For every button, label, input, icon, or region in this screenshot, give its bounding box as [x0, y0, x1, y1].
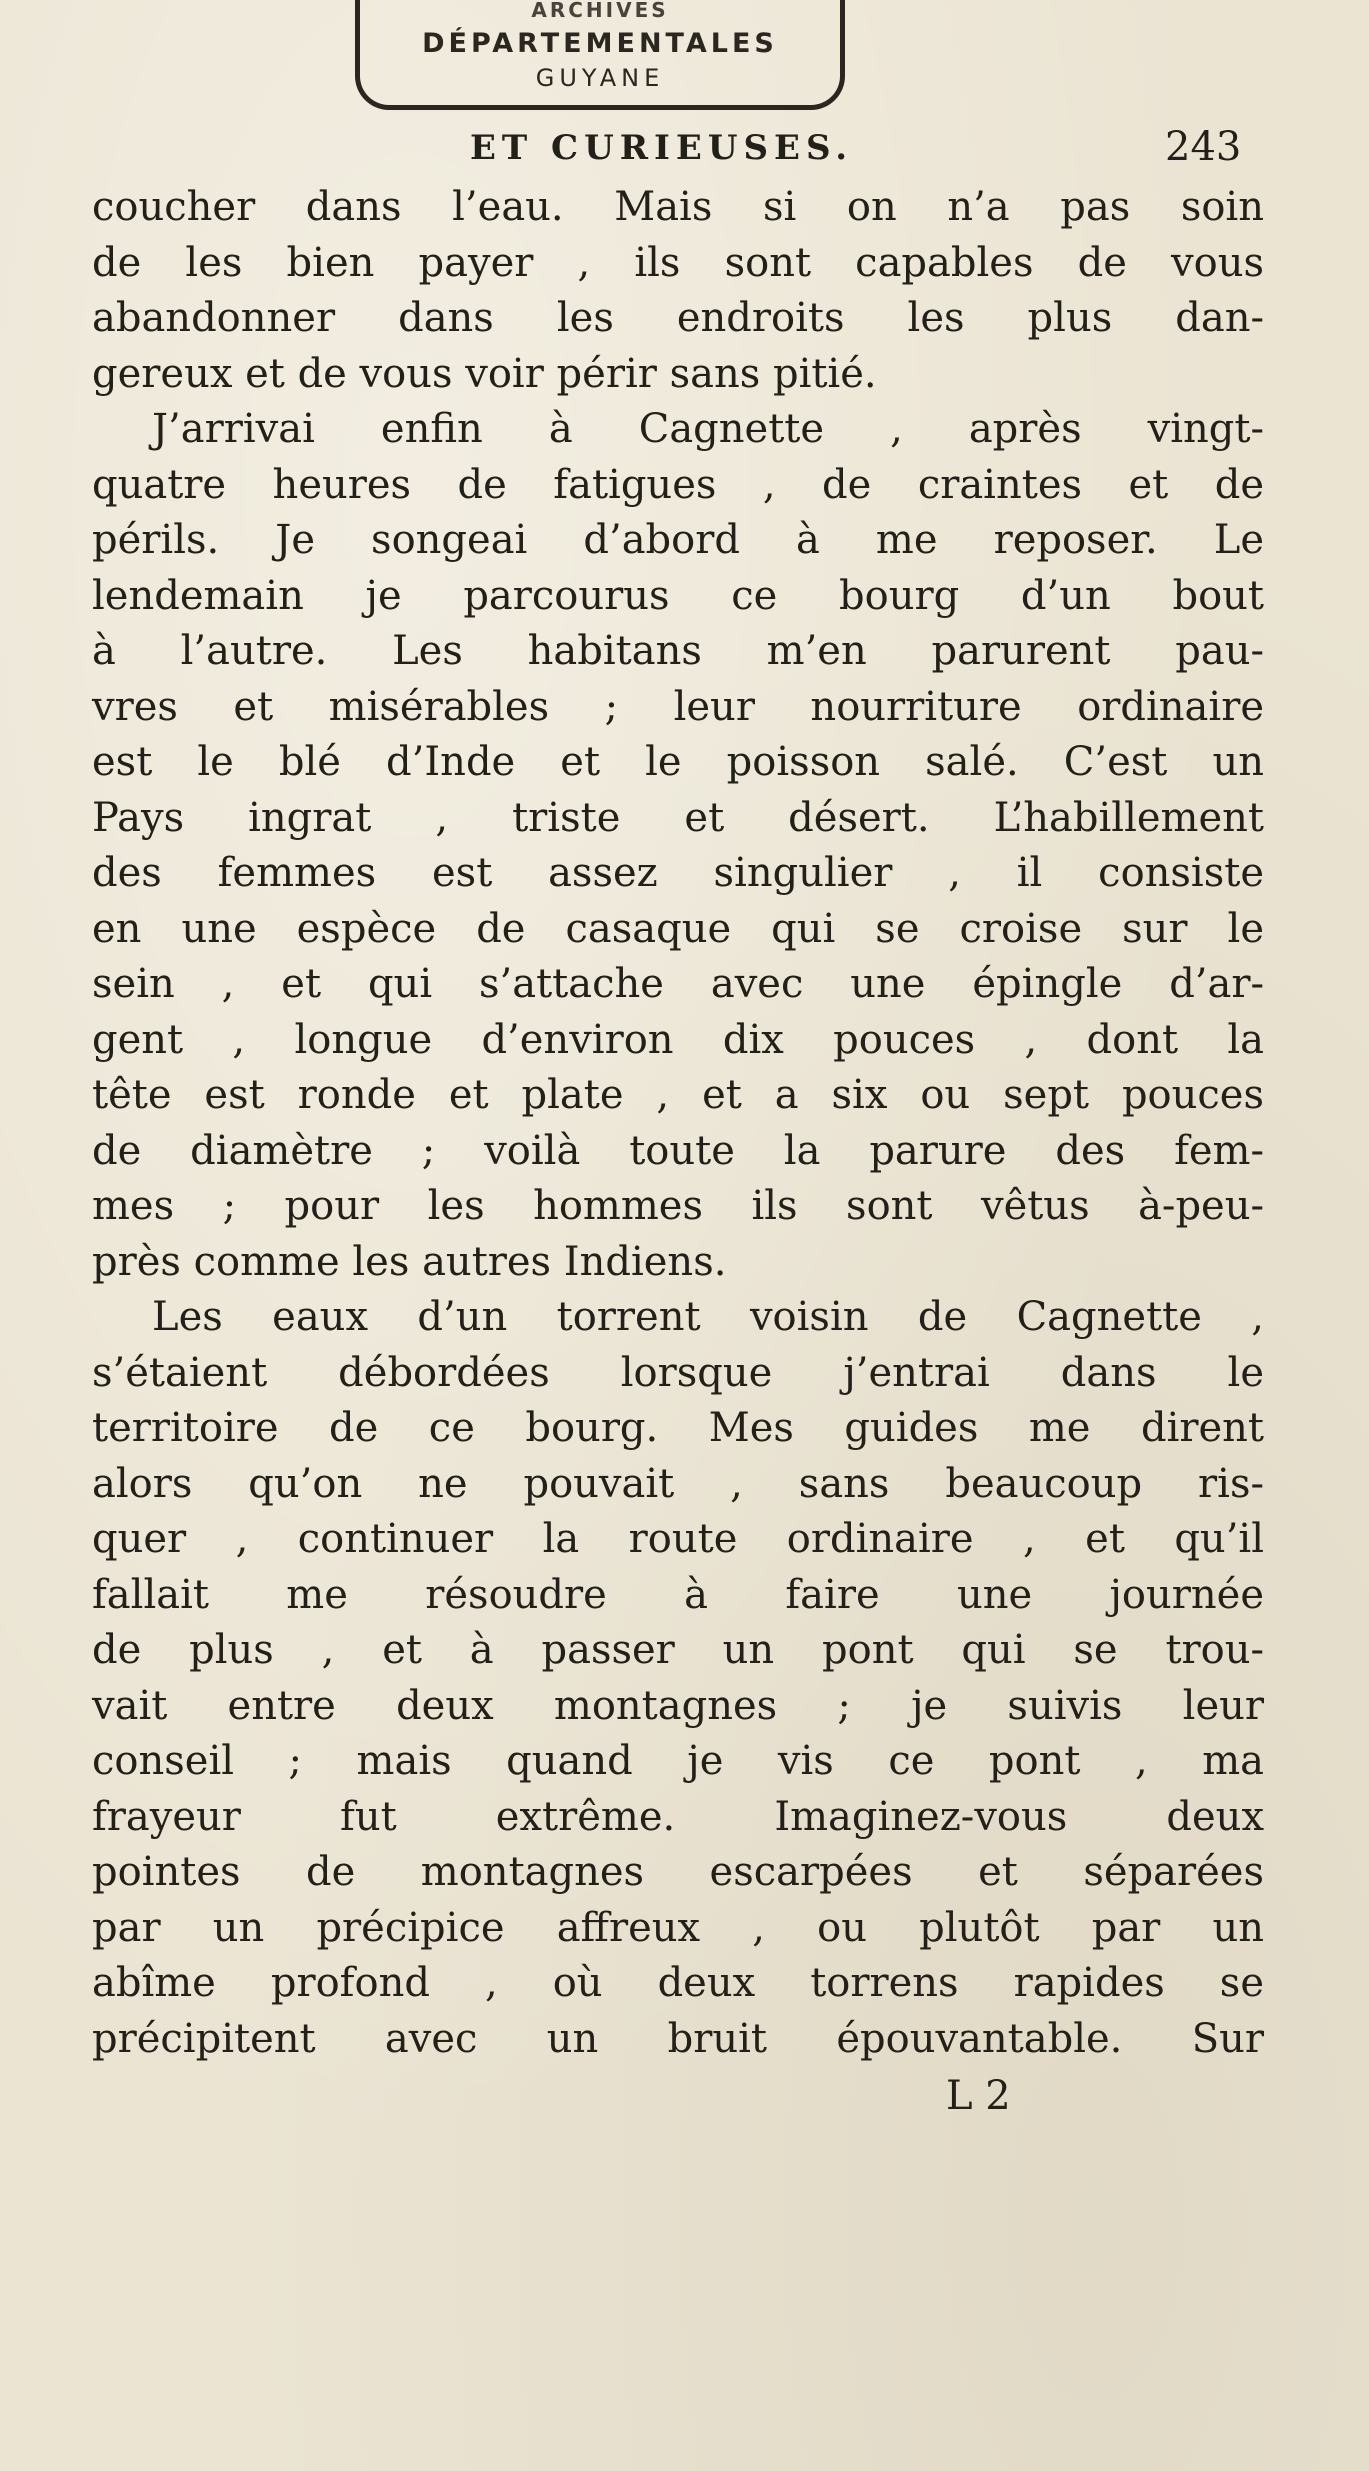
text-line: s’étaient débordées lorsque j’entrai dans le — [92, 1349, 1264, 1396]
stamp-line-guyane: GUYANE — [535, 64, 665, 92]
text-line: fallait me résoudre à faire une journée — [92, 1571, 1264, 1618]
text-line: abîme profond , où deux torrens rapides se — [92, 1960, 1264, 2006]
text-line: périls. Je songeai d’abord à me reposer. Le — [92, 517, 1264, 563]
text-line: J’arrivai enfin à Cagnette , après vingt- — [152, 406, 1264, 452]
text-line: Pays ingrat , triste et désert. L’habillement — [92, 794, 1264, 841]
text-line: de diamètre ; voilà toute la parure des fem- — [92, 1127, 1264, 1174]
stamp-line-departementales: DÉPARTEMENTALES — [422, 28, 778, 59]
text-line: abandonner dans les endroits les plus dan- — [92, 295, 1264, 341]
text-line: à l’autre. Les habitans m’en parurent pau- — [92, 628, 1264, 674]
text-line: pointes de montagnes escarpées et séparées — [92, 1849, 1264, 1895]
stamp-line-archives: ARCHIVES — [531, 0, 669, 22]
text-line: sein , et qui s’attache avec une épingle d’ar- — [92, 961, 1264, 1007]
body-text — [92, 180, 1264, 2067]
text-line: de les bien payer , ils sont capables de vous — [92, 239, 1264, 286]
text-line: lendemain je parcourus ce bourg d’un bout — [92, 572, 1264, 619]
text-line: coucher dans l’eau. Mais si on n’a pas soin — [92, 184, 1264, 230]
page-number: 243 — [1165, 124, 1242, 170]
text-line: territoire de ce bourg. Mes guides me dirent — [92, 1405, 1264, 1451]
text-line: conseil ; mais quand je vis ce pont , ma — [92, 1738, 1264, 1784]
text-line: tête est ronde et plate , et a six ou sept pouces — [92, 1072, 1264, 1118]
text-line: frayeur fut extrême. Imaginez-vous deux — [92, 1793, 1264, 1840]
text-line: mes ; pour les hommes ils sont vêtus à-peu- — [92, 1183, 1264, 1229]
signature-mark: L 2 — [946, 2073, 1011, 2119]
text-line: de plus , et à passer un pont qui se trou- — [92, 1627, 1264, 1673]
text-line: alors qu’on ne pouvait , sans beaucoup ris- — [92, 1460, 1264, 1507]
text-line: Les eaux d’un torrent voisin de Cagnette , — [152, 1294, 1264, 1340]
text-line: gent , longue d’environ dix pouces , dont la — [92, 1016, 1264, 1063]
text-line: est le blé d’Inde et le poisson salé. C’est un — [92, 739, 1264, 785]
text-line: par un précipice affreux , ou plutôt par un — [92, 1904, 1264, 1951]
text-line: des femmes est assez singulier , il consiste — [92, 850, 1264, 896]
text-line: quer , continuer la route ordinaire , et qu’il — [92, 1516, 1264, 1562]
running-head: ET CURIEUSES. — [470, 128, 854, 168]
text-line: près comme les autres Indiens. — [92, 1238, 727, 1285]
text-line: vait entre deux montagnes ; je suivis leur — [92, 1682, 1264, 1729]
text-line: quatre heures de fatigues , de craintes et de — [92, 461, 1264, 508]
text-line: en une espèce de casaque qui se croise sur le — [92, 905, 1264, 952]
archive-stamp — [355, 0, 845, 110]
text-line: vres et misérables ; leur nourriture ordinaire — [92, 683, 1264, 730]
text-line: précipitent avec un bruit épouvantable. Sur — [92, 2015, 1264, 2062]
text-line: gereux et de vous voir périr sans pitié. — [92, 350, 877, 397]
